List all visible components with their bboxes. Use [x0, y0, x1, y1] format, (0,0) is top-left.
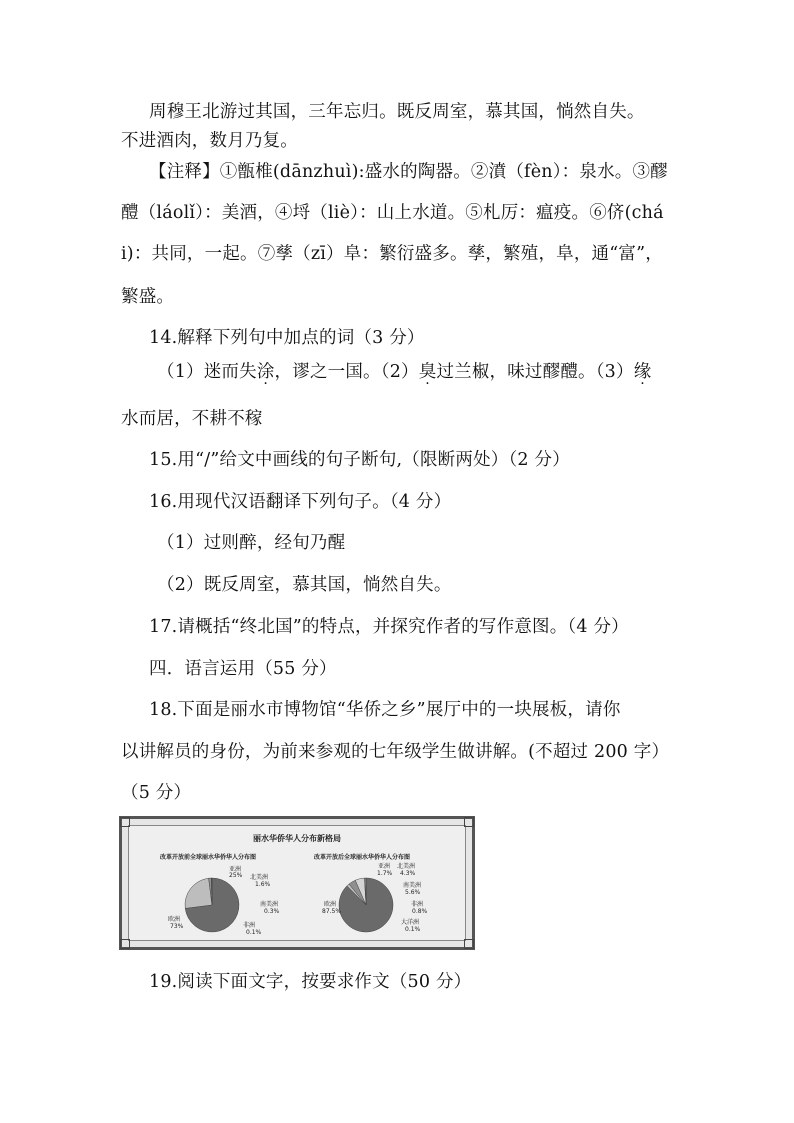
question-16-item-1: （1）过则醉，经旬乃醒 — [157, 533, 346, 553]
pie-2-title: 改革开放后全球丽水华侨华人分布图 — [314, 854, 411, 861]
chart-title: 丽水华侨华人分布新格局 — [253, 833, 341, 843]
pie-1-label-asia: 亚洲 — [229, 866, 242, 873]
pie-2-value-asia: 1.7% — [377, 870, 393, 877]
question-14-items: （1）迷而失涂，谬之一国。（2）臭过兰椒，味过醪醴。（3）缘 — [157, 362, 652, 382]
pie-1-value-europe: 73% — [170, 923, 184, 930]
pie-2-value-north-america: 4.3% — [400, 870, 416, 877]
pie-1-value-africa: 0.1% — [246, 929, 262, 936]
pie-2-label-europe: 欧洲 — [324, 901, 337, 908]
annotation-line: 繁盛。 — [121, 287, 175, 307]
pie-1-value-asia: 25% — [229, 872, 243, 879]
exhibit-board — [119, 816, 475, 950]
pie-1-label-africa: 非洲 — [243, 922, 256, 929]
pie-1-label-south-america: 南美洲 — [260, 901, 279, 908]
pie-2-label-africa: 非洲 — [411, 901, 424, 908]
question-19: 19.阅读下面文字，按要求作文（50 分） — [149, 972, 472, 992]
pie-2-value-africa: 0.8% — [412, 908, 428, 915]
question-15: 15.用“/”给文中画线的句子断句,（限断两处）（2 分） — [149, 450, 570, 470]
pie-1 — [185, 878, 239, 932]
pie-1-label-north-america: 北美洲 — [250, 874, 269, 881]
annotation-line: 【注释】①甑椎(dānzhuì):盛水的陶器。②濆（fèn）：泉水。③醪 — [149, 162, 668, 182]
pie-1-value-north-america: 1.6% — [255, 881, 271, 888]
question-18-score: （5 分） — [121, 783, 192, 803]
question-18: 以讲解员的身份，为前来参观的七年级学生做讲解。(不超过 200 字） — [121, 742, 670, 762]
pie-2-label-north-america: 北美洲 — [397, 863, 416, 870]
question-17: 17.请概括“终北国”的特点，并探究作者的写作意图。（4 分） — [149, 617, 629, 637]
question-16: 16.用现代汉语翻译下列句子。（4 分） — [149, 492, 452, 512]
question-16-item-2: （2）既反周室，慕其国，惝然自失。 — [157, 575, 452, 595]
text-line: 不进酒肉，数月乃复。 — [121, 131, 298, 151]
annotation-line: i)：共同，一起。⑦孳（zī）阜：繁衍盛多。孳，繁殖，阜，通“富”， — [121, 244, 663, 264]
question-14-items-cont: 水而居，不耕不稼 — [121, 409, 263, 429]
pie-2-value-europe: 87.5% — [322, 908, 342, 915]
pie-2 — [339, 878, 393, 932]
pie-slice-亚洲 — [185, 878, 212, 908]
section-heading: 四．语言运用（55 分） — [149, 659, 337, 679]
question-18: 18.下面是丽水市博物馆“华侨之乡”展厅中的一块展板，请你 — [149, 700, 621, 720]
pie-1-value-south-america: 0.3% — [264, 908, 280, 915]
pie-2-label-asia: 亚洲 — [378, 863, 391, 870]
pie-2-label-south-america: 南美洲 — [403, 882, 422, 889]
pie-1-label-europe: 欧洲 — [168, 916, 181, 923]
annotation-line: 醴（láolǐ）：美酒，④埒（liè）：山上水道。⑤札厉：瘟疫。⑥侪(chá — [121, 203, 664, 223]
pie-2-label-oceania: 大洋洲 — [401, 919, 420, 926]
question-14: 14.解释下列句中加点的词（3 分） — [149, 328, 425, 348]
pie-1-title: 改革开放前全球丽水华侨华人分布图 — [160, 854, 257, 861]
pie-2-value-oceania: 0.1% — [405, 926, 421, 933]
text-line: 周穆王北游过其国，三年忘归。既反周室，慕其国，惝然自失。 — [149, 102, 645, 122]
pie-2-value-south-america: 5.6% — [405, 889, 421, 896]
